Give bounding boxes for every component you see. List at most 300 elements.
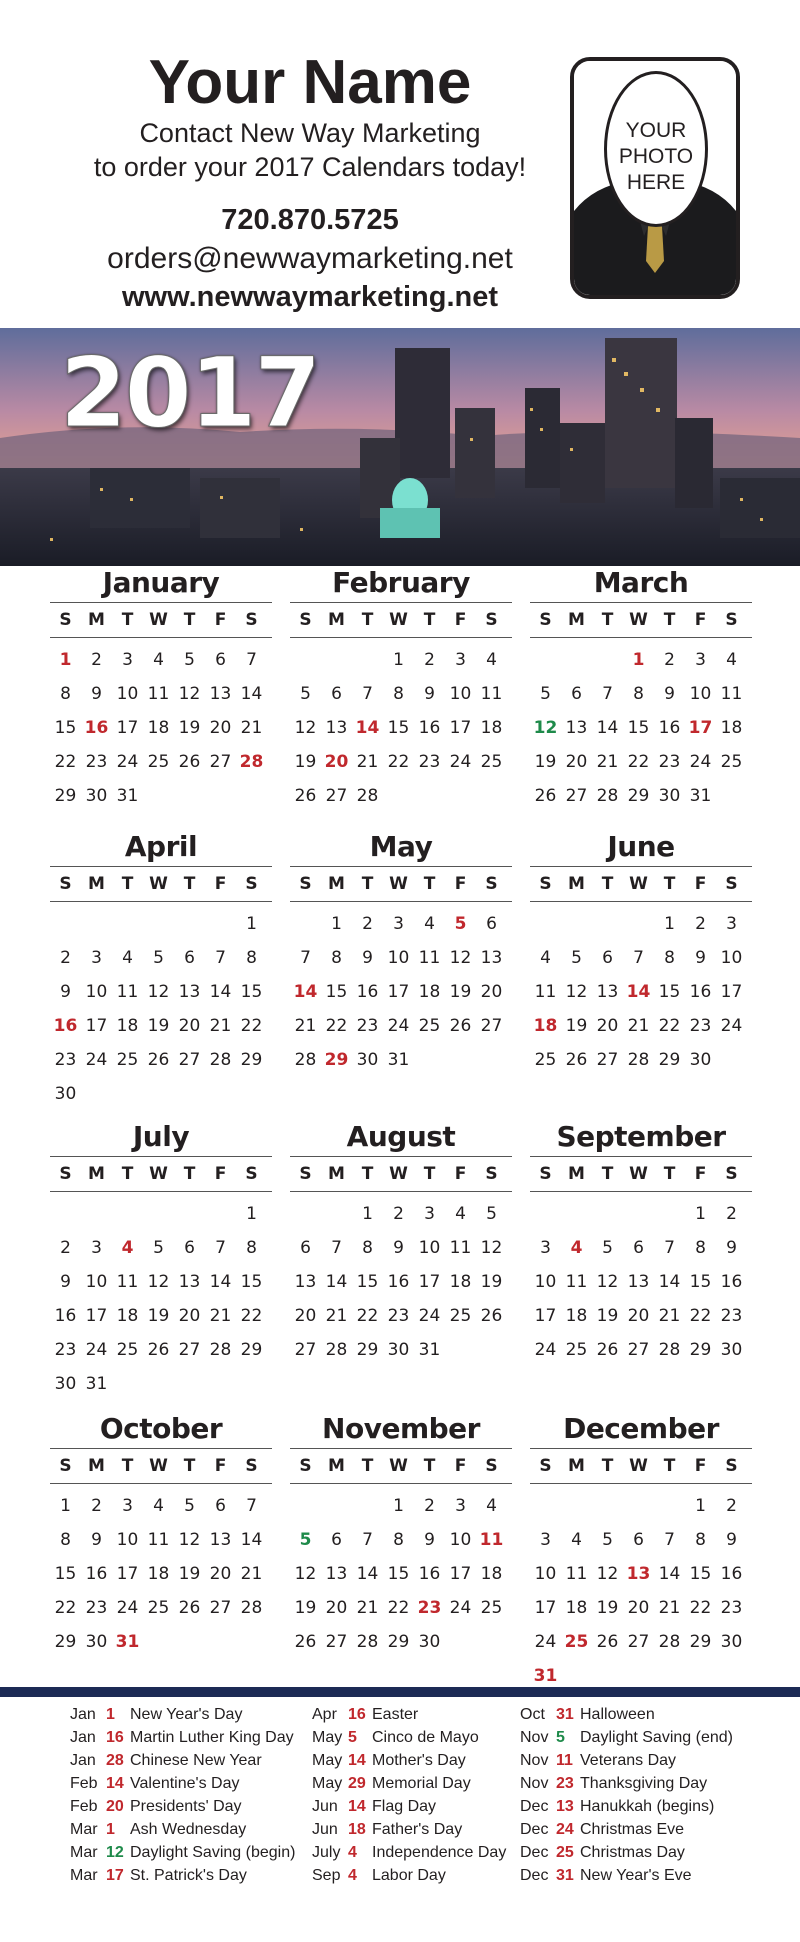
month-name: March [593, 566, 689, 599]
calendar-day: 18 [480, 718, 503, 738]
holiday-day: 25 [556, 1844, 574, 1861]
calendar-day: 12 [565, 982, 588, 1002]
calendar-day: 6 [184, 1238, 195, 1258]
month-name: August [346, 1120, 456, 1153]
calendar-day: 8 [362, 1238, 373, 1258]
calendar-day: 11 [147, 684, 170, 704]
weekday-header [50, 602, 272, 638]
calendar-day: 8 [695, 1530, 706, 1550]
calendar-day: 14 [356, 1564, 379, 1584]
calendar-day: 16 [356, 982, 379, 1002]
calendar-day: 22 [54, 752, 77, 772]
calendar-day: 7 [633, 948, 644, 968]
calendar-day: 28 [356, 786, 379, 806]
calendar-day: 31 [387, 1050, 410, 1070]
calendar-day: 25 [480, 1598, 503, 1618]
weekday-header [290, 866, 512, 902]
weekday-header [530, 602, 752, 638]
calendar-day: 6 [300, 1238, 311, 1258]
calendar-day: 25 [418, 1016, 441, 1036]
holiday-day: 16 [348, 1706, 366, 1723]
calendar-day: 20 [627, 1306, 650, 1326]
weekday-label: T [361, 874, 374, 894]
holiday-name: Independence Day [372, 1844, 507, 1861]
holiday-item [520, 1772, 707, 1795]
calendar-day: 2 [726, 1204, 737, 1224]
weekday-label: S [59, 1164, 72, 1184]
calendar-day: 29 [54, 1632, 77, 1652]
calendar-day: 21 [627, 1016, 650, 1036]
calendar-day: 15 [325, 982, 348, 1002]
holiday-day: 24 [556, 1821, 574, 1838]
calendar-day: 20 [178, 1306, 201, 1326]
calendar-day: 3 [455, 650, 466, 670]
holiday-day: 17 [106, 1867, 124, 1884]
calendar-day: 5 [540, 684, 551, 704]
calendar-day: 13 [627, 1272, 650, 1292]
calendar-day: 21 [596, 752, 619, 772]
calendar-day: 4 [571, 1530, 582, 1550]
calendar-day: 27 [627, 1340, 650, 1360]
calendar-day: 7 [246, 1496, 257, 1516]
month-name: February [332, 566, 470, 599]
holiday-month: Sep [312, 1867, 341, 1884]
calendar-day: 22 [54, 1598, 77, 1618]
holiday-item [520, 1841, 685, 1864]
calendar-day: 20 [627, 1598, 650, 1618]
calendar-day: 17 [387, 982, 410, 1002]
holiday-name: Martin Luther King Day [130, 1729, 294, 1746]
weekday-label: T [423, 610, 436, 630]
weekday-label: F [694, 1456, 707, 1476]
calendar-day: 5 [454, 914, 467, 934]
calendar-day: 25 [720, 752, 743, 772]
calendar-day: 13 [596, 982, 619, 1002]
calendar-day: 18 [533, 1016, 558, 1036]
weekday-header [530, 1156, 752, 1192]
calendar-day: 30 [387, 1340, 410, 1360]
weekday-label: M [568, 610, 585, 630]
calendar-day: 15 [54, 1564, 77, 1584]
calendar-day: 26 [449, 1016, 472, 1036]
calendar-day: 15 [689, 1272, 712, 1292]
calendar-day: 17 [116, 1564, 139, 1584]
calendar-day: 14 [658, 1272, 681, 1292]
weekday-label: F [454, 610, 467, 630]
calendar-day: 2 [91, 1496, 102, 1516]
holiday-month: Mar [70, 1844, 98, 1861]
calendar-day: 4 [424, 914, 435, 934]
calendar-day: 13 [325, 1564, 348, 1584]
calendar-day: 26 [178, 752, 201, 772]
weekday-label: T [183, 1456, 196, 1476]
calendar-day: 17 [116, 718, 139, 738]
calendar-day: 23 [689, 1016, 712, 1036]
calendar-day: 20 [324, 752, 349, 772]
weekday-label: F [214, 1164, 227, 1184]
calendar-day: 11 [565, 1272, 588, 1292]
holiday-item [520, 1726, 733, 1749]
holiday-day: 12 [106, 1844, 124, 1861]
calendar-day: 4 [153, 650, 164, 670]
weekday-label: S [725, 610, 738, 630]
calendar-day: 24 [85, 1340, 108, 1360]
calendar-day: 29 [658, 1050, 681, 1070]
calendar-day: 19 [480, 1272, 503, 1292]
calendar-day: 19 [147, 1306, 170, 1326]
calendar-day: 6 [571, 684, 582, 704]
calendar-day: 2 [726, 1496, 737, 1516]
weekday-label: T [183, 1164, 196, 1184]
contact-line: Contact New Way Marketing [139, 118, 481, 148]
weekday-label: W [389, 874, 408, 894]
calendar-day: 26 [178, 1598, 201, 1618]
calendar-day: 10 [116, 684, 139, 704]
holiday-item [312, 1841, 506, 1864]
calendar-day: 8 [246, 1238, 257, 1258]
calendar-day: 1 [59, 650, 72, 670]
calendar-day: 24 [534, 1632, 557, 1652]
month-name: April [124, 830, 198, 863]
calendar-day: 26 [294, 786, 317, 806]
calendar-day: 9 [726, 1530, 737, 1550]
calendar-day: 25 [116, 1050, 139, 1070]
holiday-month: Dec [520, 1798, 549, 1815]
weekday-header [50, 866, 272, 902]
weekday-label: S [485, 1456, 498, 1476]
calendar-day: 29 [324, 1050, 349, 1070]
calendar-day: 2 [424, 1496, 435, 1516]
calendar-day: 14 [240, 684, 263, 704]
weekday-label: M [88, 874, 105, 894]
weekday-label: F [214, 610, 227, 630]
holiday-name: Halloween [580, 1706, 655, 1723]
calendar-day: 11 [565, 1564, 588, 1584]
calendar-day: 6 [486, 914, 497, 934]
calendar-day: 1 [695, 1204, 706, 1224]
calendar-day: 24 [534, 1340, 557, 1360]
photo-placeholder-text: YOUR PHOTO HERE [618, 119, 694, 194]
holiday-name: Daylight Saving (begin) [130, 1844, 296, 1861]
calendar-day: 14 [293, 982, 318, 1002]
weekday-label: T [601, 1456, 614, 1476]
holiday-month: Dec [520, 1867, 549, 1884]
calendar-day: 13 [178, 982, 201, 1002]
holiday-month: Nov [520, 1752, 549, 1769]
photo-placeholder [570, 57, 740, 299]
holiday-day: 14 [106, 1775, 124, 1792]
calendar-day: 15 [689, 1564, 712, 1584]
calendar-day: 20 [209, 718, 232, 738]
divider-bar [0, 1687, 800, 1697]
holiday-name: Thanksgiving Day [580, 1775, 708, 1792]
holiday-item [70, 1795, 242, 1818]
calendar-day: 13 [626, 1564, 651, 1584]
calendar-day: 26 [480, 1306, 503, 1326]
holiday-name: New Year's Eve [580, 1867, 692, 1884]
calendar-day: 28 [240, 1598, 263, 1618]
holiday-month: May [312, 1729, 343, 1746]
weekday-label: S [539, 874, 552, 894]
holiday-item [70, 1841, 295, 1864]
calendar-day: 9 [60, 982, 71, 1002]
holiday-day: 16 [106, 1729, 124, 1746]
calendar-day: 7 [215, 948, 226, 968]
calendar-day: 25 [534, 1050, 557, 1070]
calendar-day: 30 [356, 1050, 379, 1070]
calendar-day: 18 [720, 718, 743, 738]
weekday-label: T [601, 610, 614, 630]
phone-number: 720.870.5725 [221, 204, 399, 236]
weekday-label: T [423, 874, 436, 894]
calendar-day: 15 [387, 718, 410, 738]
holiday-month: Jan [70, 1752, 96, 1769]
holiday-name: Labor Day [372, 1867, 446, 1884]
weekday-label: T [183, 610, 196, 630]
weekday-label: S [245, 1456, 258, 1476]
calendar-day: 24 [418, 1306, 441, 1326]
calendar-day: 7 [246, 650, 257, 670]
calendar-day: 3 [91, 1238, 102, 1258]
weekday-label: T [361, 1456, 374, 1476]
holiday-day: 1 [106, 1821, 115, 1838]
calendar-day: 12 [480, 1238, 503, 1258]
calendar-day: 12 [178, 1530, 201, 1550]
calendar-day: 2 [362, 914, 373, 934]
weekday-label: T [663, 1164, 676, 1184]
calendar-day: 11 [534, 982, 557, 1002]
weekday-label: M [328, 610, 345, 630]
holiday-day: 20 [106, 1798, 124, 1815]
year-title: 2017 [60, 337, 320, 449]
weekday-label: M [328, 874, 345, 894]
calendar-day: 11 [418, 948, 441, 968]
calendar-day: 30 [418, 1632, 441, 1652]
calendar-day: 2 [60, 948, 71, 968]
weekday-label: T [663, 610, 676, 630]
calendar-day: 22 [356, 1306, 379, 1326]
calendar-day: 11 [480, 684, 503, 704]
weekday-label: W [629, 874, 648, 894]
weekday-label: S [485, 610, 498, 630]
calendar-day: 7 [300, 948, 311, 968]
calendar-day: 30 [658, 786, 681, 806]
calendar-day: 14 [596, 718, 619, 738]
holiday-month: May [312, 1752, 343, 1769]
month-name: January [102, 566, 220, 599]
calendar-day: 18 [147, 1564, 170, 1584]
calendar-day: 29 [54, 786, 77, 806]
holiday-day: 4 [348, 1844, 357, 1861]
weekday-label: S [485, 1164, 498, 1184]
holiday-day: 18 [348, 1821, 366, 1838]
calendar-day: 9 [726, 1238, 737, 1258]
weekday-label: S [539, 1164, 552, 1184]
calendar-day: 22 [325, 1016, 348, 1036]
calendar-day: 5 [571, 948, 582, 968]
holiday-name: Cinco de Mayo [372, 1729, 479, 1746]
calendar-day: 16 [387, 1272, 410, 1292]
holiday-name: Father's Day [372, 1821, 463, 1838]
calendar-day: 30 [720, 1340, 743, 1360]
weekday-header [290, 602, 512, 638]
weekday-label: F [454, 1456, 467, 1476]
calendar-day: 1 [60, 1496, 71, 1516]
calendar-day: 13 [209, 684, 232, 704]
calendar-day: 1 [632, 650, 645, 670]
holiday-day: 13 [556, 1798, 574, 1815]
calendar-day: 22 [387, 1598, 410, 1618]
calendar-day: 16 [720, 1272, 743, 1292]
holiday-month: Feb [70, 1798, 98, 1815]
holiday-item [312, 1772, 471, 1795]
calendar-day: 18 [147, 718, 170, 738]
calendar-day: 7 [664, 1530, 675, 1550]
holiday-day: 4 [348, 1867, 357, 1884]
calendar-day: 24 [689, 752, 712, 772]
calendar-day: 21 [356, 752, 379, 772]
calendar-day: 19 [178, 1564, 201, 1584]
weekday-label: W [629, 1456, 648, 1476]
holiday-day: 11 [556, 1752, 573, 1769]
calendar-day: 8 [60, 684, 71, 704]
calendar-day: 31 [85, 1374, 108, 1394]
month-name: October [99, 1412, 223, 1445]
calendar-day: 21 [209, 1016, 232, 1036]
calendar-day: 23 [387, 1306, 410, 1326]
holiday-item [312, 1864, 446, 1887]
weekday-label: S [725, 1164, 738, 1184]
calendar-day: 11 [116, 982, 139, 1002]
calendar-day: 21 [356, 1598, 379, 1618]
calendar-day: 9 [695, 948, 706, 968]
calendar-day: 10 [534, 1564, 557, 1584]
calendar-day: 24 [116, 752, 139, 772]
calendar-day: 13 [480, 948, 503, 968]
holiday-month: Apr [312, 1706, 337, 1723]
calendar-day: 26 [596, 1632, 619, 1652]
calendar-day: 27 [325, 786, 348, 806]
calendar-day: 4 [121, 1238, 134, 1258]
holiday-day: 14 [348, 1752, 366, 1769]
holiday-name: Presidents' Day [130, 1798, 242, 1815]
calendar-day: 29 [689, 1340, 712, 1360]
calendar-day: 29 [387, 1632, 410, 1652]
calendar-day: 9 [424, 1530, 435, 1550]
calendar-day: 2 [60, 1238, 71, 1258]
calendar-day: 12 [294, 718, 317, 738]
weekday-header [50, 1448, 272, 1484]
calendar-day: 15 [54, 718, 77, 738]
calendar-day: 15 [387, 1564, 410, 1584]
calendar-day: 31 [115, 1632, 140, 1652]
calendar-day: 17 [418, 1272, 441, 1292]
calendar-day: 28 [239, 752, 264, 772]
weekday-label: M [568, 1164, 585, 1184]
calendar-day: 1 [664, 914, 675, 934]
header [0, 0, 800, 328]
weekday-label: M [328, 1164, 345, 1184]
calendar-day: 4 [153, 1496, 164, 1516]
calendar-day: 23 [85, 1598, 108, 1618]
calendar-day: 12 [178, 684, 201, 704]
calendar-day: 5 [602, 1238, 613, 1258]
order-line: to order your 2017 Calendars today! [93, 152, 527, 182]
calendar-day: 9 [91, 1530, 102, 1550]
calendar-day: 20 [596, 1016, 619, 1036]
calendar-day: 16 [54, 1306, 77, 1326]
calendar-day: 10 [418, 1238, 441, 1258]
weekday-label: S [539, 1456, 552, 1476]
calendar-day: 3 [393, 914, 404, 934]
calendar-day: 31 [689, 786, 712, 806]
holiday-name: Daylight Saving (end) [580, 1729, 733, 1746]
calendar-day: 18 [418, 982, 441, 1002]
weekday-label: W [149, 1456, 168, 1476]
calendar-day: 21 [209, 1306, 232, 1326]
email-address: orders@newwaymarketing.net [107, 242, 513, 275]
weekday-header [290, 1156, 512, 1192]
calendar-day: 2 [695, 914, 706, 934]
calendar-day: 27 [627, 1632, 650, 1652]
holiday-day: 5 [556, 1729, 565, 1746]
weekday-label: S [539, 610, 552, 630]
calendar-day: 15 [658, 982, 681, 1002]
calendar-day: 23 [54, 1050, 77, 1070]
calendar-day: 1 [331, 914, 342, 934]
holiday-month: Oct [520, 1706, 545, 1723]
calendar-day: 3 [122, 650, 133, 670]
calendar-day: 10 [116, 1530, 139, 1550]
holiday-name: Flag Day [372, 1798, 437, 1815]
calendar-day: 14 [325, 1272, 348, 1292]
weekday-label: M [328, 1456, 345, 1476]
calendar-day: 6 [331, 1530, 342, 1550]
holiday-name: New Year's Day [130, 1706, 243, 1723]
holiday-day: 14 [348, 1798, 366, 1815]
holiday-name: Hanukkah (begins) [580, 1798, 715, 1815]
holiday-name: Veterans Day [580, 1752, 677, 1769]
weekday-label: F [454, 874, 467, 894]
holiday-item [70, 1818, 246, 1841]
weekday-label: T [663, 1456, 676, 1476]
calendar-day: 7 [215, 1238, 226, 1258]
weekday-label: M [568, 874, 585, 894]
city-skyline-banner [0, 328, 800, 566]
calendar-day: 5 [300, 684, 311, 704]
calendar-day: 18 [116, 1306, 139, 1326]
holiday-item [520, 1864, 692, 1887]
month-name: June [607, 830, 675, 863]
holiday-name: Valentine's Day [130, 1775, 240, 1792]
calendar-day: 25 [147, 1598, 170, 1618]
calendar-day: 20 [294, 1306, 317, 1326]
holiday-day: 28 [106, 1752, 124, 1769]
calendar-day: 12 [533, 718, 558, 738]
holiday-month: Jan [70, 1706, 96, 1723]
calendar-day: 4 [486, 650, 497, 670]
calendar-day: 23 [417, 1598, 442, 1618]
calendar-day: 17 [688, 718, 713, 738]
calendar-day: 31 [533, 1666, 558, 1686]
weekday-label: T [121, 874, 134, 894]
calendar-day: 8 [393, 1530, 404, 1550]
calendar-day: 23 [418, 752, 441, 772]
calendar-day: 23 [720, 1306, 743, 1326]
calendar-day: 6 [184, 948, 195, 968]
calendar-day: 22 [627, 752, 650, 772]
holiday-month: Mar [70, 1867, 98, 1884]
